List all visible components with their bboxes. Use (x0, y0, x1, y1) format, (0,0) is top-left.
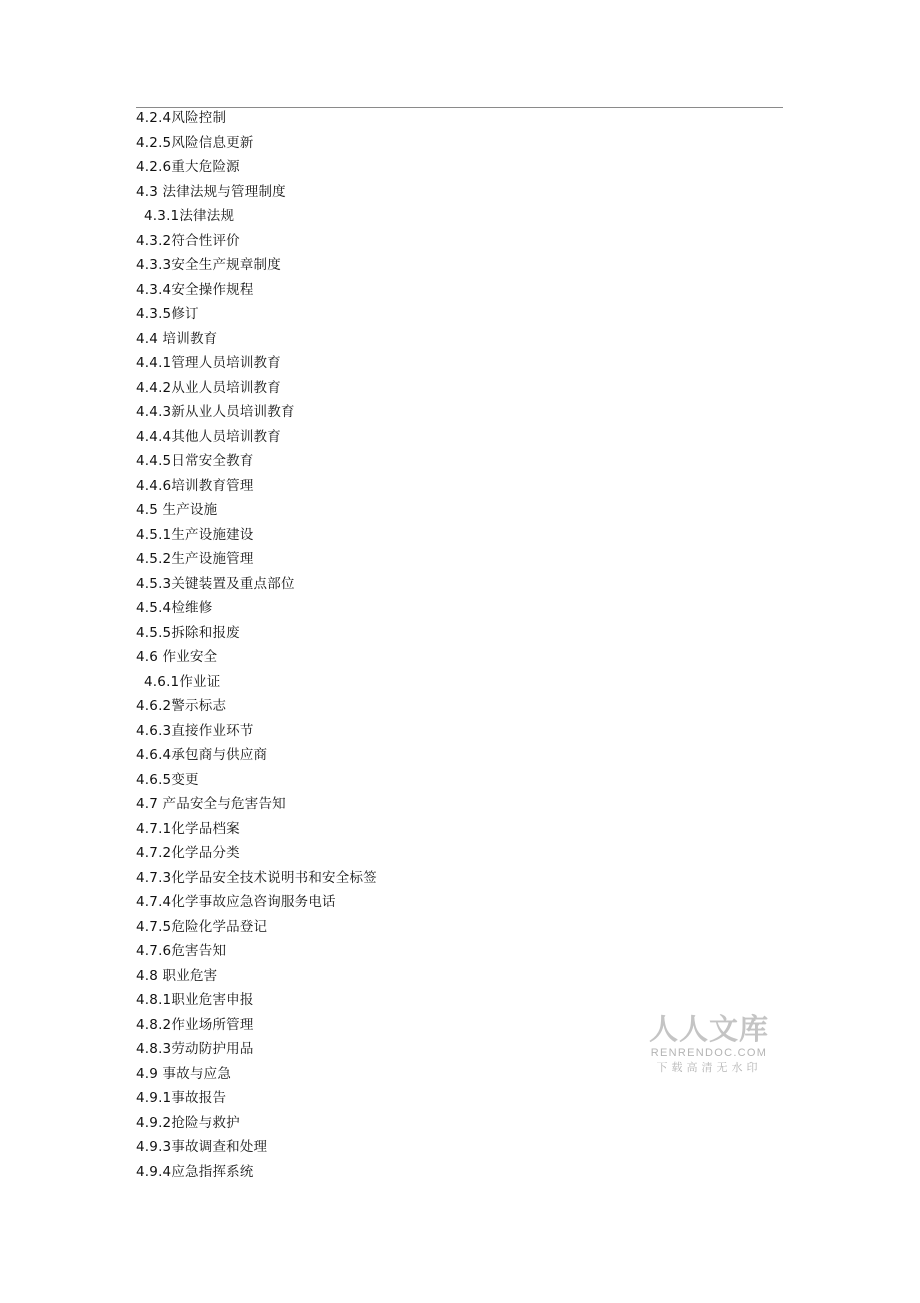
toc-entry: 4.3.1法律法规 (144, 208, 235, 224)
toc-entry: 4.2.4风险控制 (136, 110, 227, 126)
toc-entry: 4.9.2抢险与救护 (136, 1114, 240, 1131)
toc-entry: 4.5.2生产设施管理 (136, 551, 254, 567)
toc-entry: 4.4.3新从业人员培训教育 (136, 404, 295, 420)
toc-entry: 4.7.3化学品安全技术说明书和安全标签 (136, 869, 377, 886)
toc-entry: 4.4.2从业人员培训教育 (136, 379, 281, 396)
toc-entry: 4.4.4其他人员培训教育 (136, 428, 281, 445)
watermark-domain: RENRENDOC.COM (650, 1047, 768, 1059)
toc-entry: 4.8.1职业危害申报 (136, 992, 254, 1008)
toc-entry: 4.3.5修订 (136, 306, 199, 322)
toc-entry: 4.5.3关键装置及重点部位 (136, 575, 295, 592)
toc-entry: 4.9 事故与应急 (136, 1065, 232, 1082)
toc-entry: 4.4 培训教育 (136, 330, 218, 347)
toc-entry: 4.3 法律法规与管理制度 (136, 183, 286, 200)
toc-entry: 4.6.2警示标志 (136, 698, 227, 714)
toc-entry: 4.7 产品安全与危害告知 (136, 796, 286, 812)
toc-entry: 4.6.3直接作业环节 (136, 722, 254, 739)
toc-entry: 4.9.1事故报告 (136, 1090, 227, 1106)
toc-entry: 4.7.4化学事故应急咨询服务电话 (136, 894, 336, 910)
toc-entry: 4.2.5风险信息更新 (136, 134, 254, 151)
toc-entry: 4.8 职业危害 (136, 967, 218, 984)
toc-entry: 4.8.3劳动防护用品 (136, 1041, 254, 1057)
toc-entry: 4.3.4安全操作规程 (136, 281, 254, 298)
watermark-title: 人人文库 (648, 1012, 769, 1046)
toc-entry: 4.6 作业安全 (136, 649, 218, 665)
toc-entry: 4.5.1生产设施建设 (136, 526, 254, 543)
watermark-tagline: 下载高清无水印 (656, 1061, 762, 1074)
toc-entry: 4.4.6培训教育管理 (136, 477, 254, 494)
toc-entry: 4.6.1作业证 (144, 673, 221, 690)
toc-entry: 4.7.5危险化学品登记 (136, 918, 268, 935)
watermark (644, 1012, 774, 1075)
toc-entry: 4.5.5拆除和报废 (136, 624, 240, 641)
toc-entry: 4.4.5日常安全教育 (136, 453, 254, 469)
toc-entry: 4.4.1管理人员培训教育 (136, 355, 281, 371)
toc-entry: 4.7.6危害告知 (136, 943, 227, 959)
toc-entry: 4.2.6重大危险源 (136, 159, 240, 175)
toc-entry: 4.7.2化学品分类 (136, 845, 240, 861)
toc-entry: 4.3.2符合性评价 (136, 232, 240, 249)
toc-entry: 4.3.3安全生产规章制度 (136, 257, 281, 273)
toc-entry: 4.6.5变更 (136, 771, 199, 788)
table-of-contents (136, 106, 377, 1184)
toc-entry: 4.5.4检维修 (136, 600, 213, 616)
toc-entry: 4.8.2作业场所管理 (136, 1016, 254, 1033)
toc-entry: 4.9.3事故调查和处理 (136, 1139, 268, 1155)
toc-entry: 4.9.4应急指挥系统 (136, 1163, 254, 1180)
toc-entry: 4.7.1化学品档案 (136, 820, 240, 837)
toc-entry: 4.5 生产设施 (136, 502, 218, 518)
toc-entry: 4.6.4承包商与供应商 (136, 747, 268, 763)
